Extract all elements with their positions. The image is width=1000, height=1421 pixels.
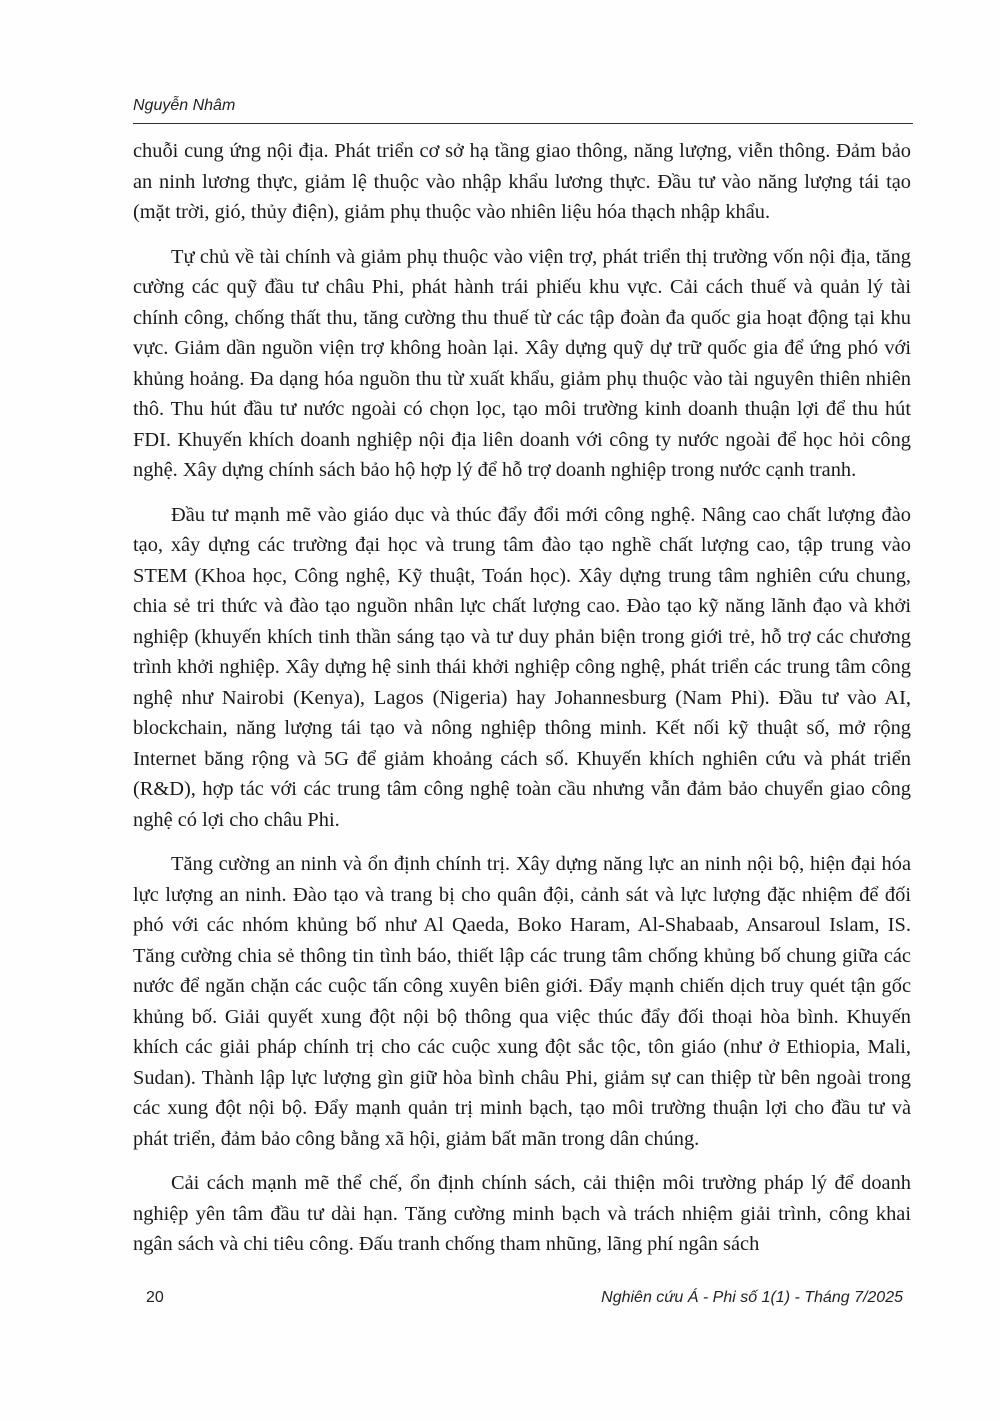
running-footer-journal: Nghiên cứu Á - Phi số 1(1) - Tháng 7/2025: [601, 1289, 903, 1306]
paragraph-finance: Tự chủ về tài chính và giảm phụ thuộc vào viện trợ, phát triển thị trường vốn nội địa, tăng cường các quỹ đầu tư châu Phi, phát hành trái phiếu khu vực. Cải cách thuế và quản lý tài chính công, chống thất thu, tăng cường thu thuế từ các tập đoàn đa quốc gia hoạt động tại khu vực. Giảm dần nguồn viện trợ không hoàn lại. Xây dựng quỹ dự trữ quốc gia để ứng phó với khủng hoảng. Đa dạng hóa nguồn thu từ xuất khẩu, giảm phụ thuộc vào tài nguyên thiên nhiên thô. Thu hút đầu tư nước ngoài có chọn lọc, tạo môi trường kinh doanh thuận lợi để thu hút FDI. Khuyến khích doanh nghiệp nội địa liên doanh với công ty nước ngoài để học hỏi công nghệ. Xây dựng chính sách bảo hộ hợp lý để hỗ trợ doanh nghiệp trong nước cạnh tranh.: [133, 245, 911, 481]
running-header-author: Nguyễn Nhâm: [133, 97, 236, 114]
paragraph-security: Tăng cường an ninh và ổn định chính trị. Xây dựng năng lực an ninh nội bộ, hiện đại hóa lực lượng an ninh. Đào tạo và trang bị cho quân đội, cảnh sát và lực lượng đặc nhiệm để đối phó với các nhóm khủng bố như Al Qaeda, Boko Haram, Al-Shabaab, Ansaroul Islam, IS. Tăng cường chia sẻ thông tin tình báo, thiết lập các trung tâm chống khủng bố chung giữa các nước để ngăn chặn các cuộc tấn công xuyên biên giới. Đẩy mạnh chiến dịch truy quét tận gốc khủng bố. Giải quyết xung đột nội bộ thông qua việc thúc đẩy đối thoại hòa bình. Khuyến khích các giải pháp chính trị cho các cuộc xung đột sắc tộc, tôn giáo (như ở Ethiopia, Mali, Sudan). Thành lập lực lượng gìn giữ hòa bình châu Phi, giảm sự can thiệp từ bên ngoài trong các xung đột nội bộ. Đẩy mạnh quản trị minh bạch, tạo môi trường thuận lợi cho đầu tư và phát triển, đảm bảo công bằng xã hội, giảm bất mãn trong dân chúng.: [133, 853, 911, 1150]
paragraph-continuation: chuỗi cung ứng nội địa. Phát triển cơ sở hạ tầng giao thông, năng lượng, viễn thông. Đảm bảo an ninh lương thực, giảm lệ thuộc vào nhập khẩu lương thực. Đầu tư vào năng lượng tái tạo (mặt trời, gió, thủy điện), giảm phụ thuộc vào nhiên liệu hóa thạch nhập khẩu.: [133, 140, 911, 223]
paragraph-reform: Cải cách mạnh mẽ thể chế, ổn định chính sách, cải thiện môi trường pháp lý để doanh nghiệp yên tâm đầu tư dài hạn. Tăng cường minh bạch và trách nhiệm giải trình, công khai ngân sách và chi tiêu công. Đấu tranh chống tham nhũng, lãng phí ngân sách: [133, 1172, 911, 1255]
page-number: 20: [146, 1289, 164, 1306]
header-divider: [133, 123, 913, 124]
paragraph-education: Đầu tư mạnh mẽ vào giáo dục và thúc đẩy đổi mới công nghệ. Nâng cao chất lượng đào tạo, xây dựng các trường đại học và trung tâm đào tạo nghề chất lượng cao, tập trung vào STEM (Khoa học, Công nghệ, Kỹ thuật, Toán học). Xây dựng trung tâm nghiên cứu chung, chia sẻ tri thức và đào tạo nguồn nhân lực chất lượng cao. Đào tạo kỹ năng lãnh đạo và khởi nghiệp (khuyến khích tinh thần sáng tạo và tư duy phản biện trong giới trẻ, hỗ trợ các chương trình khởi nghiệp. Xây dựng hệ sinh thái khởi nghiệp công nghệ, phát triển các trung tâm công nghệ như Nairobi (Kenya), Lagos (Nigeria) hay Johannesburg (Nam Phi). Đầu tư vào AI, blockchain, năng lượng tái tạo và nông nghiệp thông minh. Kết nối kỹ thuật số, mở rộng Internet băng rộng và 5G để giảm khoảng cách số. Khuyến khích nghiên cứu và phát triển (R&D), hợp tác với các trung tâm công nghệ toàn cầu nhưng vẫn đảm bảo chuyển giao công nghệ có lợi cho châu Phi.: [133, 503, 911, 831]
article-body: [133, 136, 911, 1274]
